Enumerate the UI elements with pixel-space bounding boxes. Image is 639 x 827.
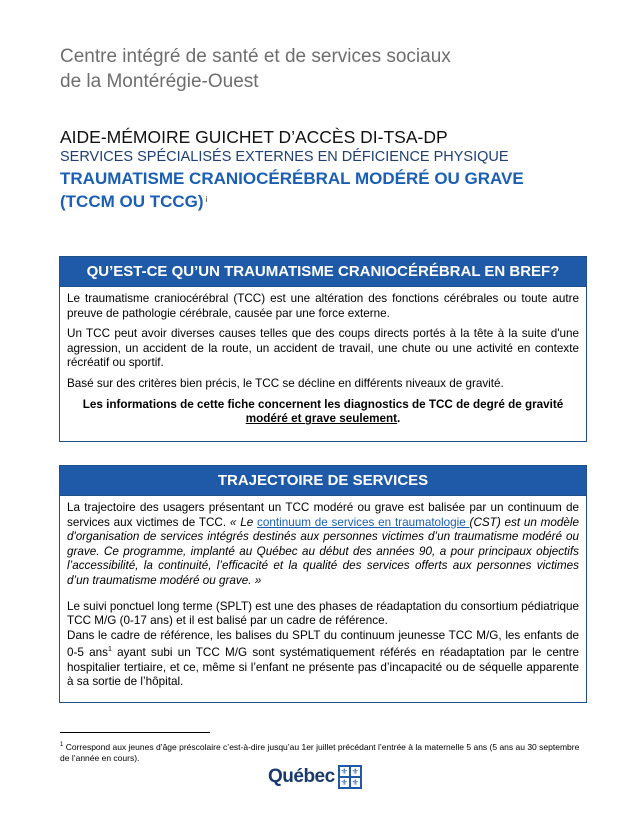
quebec-wordmark: Québec (268, 766, 335, 787)
footnote-mark: 1 (60, 742, 64, 748)
main-title: AIDE-MÉMOIRE GUICHET D’ACCÈS DI-TSA-DP (60, 127, 448, 147)
section-body (60, 496, 586, 702)
fleur-de-lis-flag-icon (338, 765, 362, 789)
org-line-1: Centre intégré de santé et de services sociaux (60, 46, 451, 67)
footnote-text: Correspond aux jeunes d’âge préscolaire c’est-à-dire jusqu’au 1er juillet précédant l’entrée à la maternelle 5 ans (5 ans au 30 septembre de l’année en cours). (60, 741, 580, 764)
paragraph: Dans le cadre de référence, les balises du SPLT du continuum jeunesse TCC M/G, les enfants de 0-5 ans$^1$ ayant subi un TCC M/G sont systématiquement référés en réadaptation par le centre hospitalier tertiaire, et ce, même si l’enfant ne présente pas d’incapacité ou de séquelle apparente à sa sortie de l’hôpital. (67, 628, 579, 689)
organization-name (60, 44, 451, 94)
topic-title-line-2: (TCCM OU TCCG) (60, 192, 204, 211)
quebec-logo (268, 765, 362, 789)
topic-title-line-1: TRAUMATISME CRANIOCÉRÉBRAL MODÉRÉ OU GRAVE (60, 169, 524, 188)
scope-note: Les informations de cette fiche concernent les diagnostics de TCC de degré de gravité modéré et grave seulement. (82, 397, 564, 426)
topic-title (60, 167, 600, 213)
footnote-ref: 1 (108, 646, 112, 654)
fleur-de-lis-icon: ⚜ (351, 777, 359, 787)
footnote-divider (60, 732, 210, 733)
section-body (60, 287, 586, 441)
document-titles (60, 127, 600, 213)
section-tcc-overview (59, 256, 587, 442)
topic-footnote-mark: i (205, 195, 208, 204)
section-heading: TRAJECTOIRE DE SERVICES (60, 466, 586, 496)
fleur-de-lis-icon: ⚜ (351, 766, 359, 776)
paragraph: La trajectoire des usagers présentant un TCC modéré ou grave est balisée par un continuum de services aux victimes de TCC. « Le continuum de services en traumatologie (CST) est un modèle d'organisation de services intégrés destinés aux personnes victimes d’un traumatisme modéré ou grave. Ce programme, implanté au Québec au début des années 90, a pour principaux objectifs l’accessibilité, la continuité, l’efficacité et la qualité des services offerts aux personnes victimes d’un traumatisme modéré ou grave. » (67, 501, 579, 587)
paragraph: Le suivi ponctuel long terme (SPLT) est une des phases de réadaptation du consortium pédiatrique TCC M/G (0-17 ans) et il est balisé par un cadre de référence. (67, 599, 579, 628)
footnote (60, 740, 590, 765)
scope-emphasis: modéré et grave seulement (245, 412, 398, 426)
fleur-de-lis-icon: ⚜ (340, 766, 348, 776)
subtitle: SERVICES SPÉCIALISÉS EXTERNES EN DÉFICIENCE PHYSIQUE (60, 149, 509, 165)
paragraph: Basé sur des critères bien précis, le TCC se décline en différents niveaux de gravité. (67, 376, 504, 390)
section-heading: QU’EST-CE QU’UN TRAUMATISME CRANIOCÉRÉBRAL EN BREF? (60, 257, 586, 287)
paragraph: Le traumatisme craniocérébral (TCC) est une altération des fonctions cérébrales ou toute autre preuve de pathologie cérébrale, causée par une force externe. (67, 292, 579, 320)
paragraph: Un TCC peut avoir diverses causes telles que des coups directs portés à la tête à la suite d'une agression, un accident de la route, un accident de travail, une chute ou une activité en contexte récréatif ou sportif. (67, 327, 579, 370)
continuum-link[interactable]: continuum de services en traumatologie (257, 515, 470, 529)
org-line-2: de la Montérégie-Ouest (60, 71, 259, 92)
fleur-de-lis-icon: ⚜ (340, 777, 348, 787)
section-service-trajectory (59, 465, 587, 703)
